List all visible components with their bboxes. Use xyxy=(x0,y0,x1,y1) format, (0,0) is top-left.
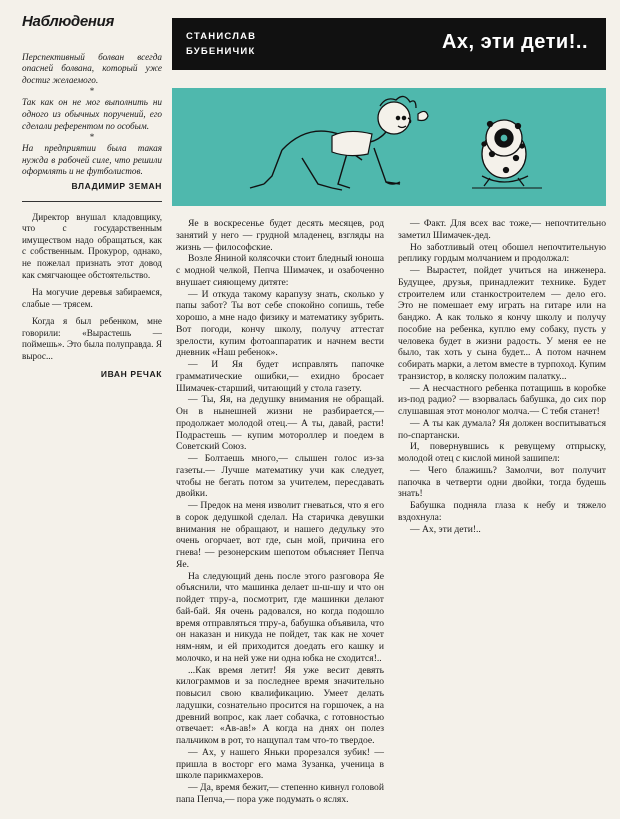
separator: * xyxy=(89,86,95,97)
observation-3: На предприятии была такая нужда в рабочей силе, что решили оформлять и не футболистов. xyxy=(22,143,162,177)
section-title: Наблюдения xyxy=(22,13,115,30)
author-rechak: ИВАН РЕЧАК xyxy=(100,368,162,379)
article-paragraph: — Ты, Яя, на дедушку внимания не обращай. Он в нынешней жизни не разбирается,— продолжает молодой отец.— А ты, давай, расти! Подрастешь — купим мотороллер и поедем в Советский Союз. xyxy=(176,394,384,453)
article-paragraph: На следующий день после этого разговора Яе объяснили, что машинка делает ш-ш-шу и что он пойдет тпру-а, посмотрит, где машинки делают бай-бай. Яя очень радовался, но когда подошло время отправляться тпру-а, бабушка объявила, что он наказан и никуда не пойдет, так как не хочет ням-ням, и ей приходится доедать его кашку и молочко, и на ней уже ни одна юбка не сходится!.. xyxy=(176,570,384,664)
article-paragraph: — Да, время бежит,— степенно кивнул головой папа Пепча,— пора уже подумать о яслях. xyxy=(176,782,384,805)
author-zeman: ВЛАДИМИР ЗЕМАН xyxy=(71,180,162,191)
hand xyxy=(418,111,428,120)
observations-column xyxy=(22,14,162,388)
article-title: Ах, эти дети!.. xyxy=(441,31,588,53)
baby-figure xyxy=(482,120,528,186)
author-first-name: СТАНИСЛАВ xyxy=(186,31,257,42)
man-head xyxy=(378,96,416,134)
observation-2: Так как он не мог выполнить ни одного из обычных поручений, его сделали референтом по особым. xyxy=(22,97,162,131)
aphorism-1: Директор внушал кладовщику, что с государственным имуществом надо обращаться, как с собственным. Прокурор, однако, не пожелал признать этот довод как смягчающее обстоятельство. xyxy=(22,211,162,280)
byline xyxy=(186,29,256,59)
article-paragraph: — И откуда такому карапузу знать, сколько у папы забот? Ты вот себе спокойно сопишь, тебе хорошо, а мне надо физику и математику зубрить. Вот погоди, кончу школу, получу аттестат зрелости, купим фотоаппаратик и начнем вести дневник «Наш ребенок». xyxy=(176,288,384,359)
separator: * xyxy=(89,132,95,143)
article-header xyxy=(172,18,606,70)
article-paragraph: — Ах, у нашего Яньки прорезался зубик! — пришла в восторг его мама Зузанка, ученица в школе парикмахеров. xyxy=(176,746,384,782)
man-torso xyxy=(332,131,372,155)
article-paragraph: — Ах, эти дети!.. xyxy=(410,523,481,535)
article-paragraph: — Вырастет, пойдет учиться на инженера. Будущее, друзья, принадлежит технике. Будет строителем или станкостроителем — дело его. Это не помешает ему играть на гитаре или на банджо. А как только я кончу школу и получу пособие на ребенка, куплю ему собаку, пусть у человека будет в жизни радость. У меня ее не было, так хоть у сына будет... А потом начнем собирать марки, а летом вместе в турпоход. Купим транзистор, в коляску положим палатку... xyxy=(398,265,606,382)
article-paragraph: — Чего блажишь? Замолчи, вот получит папочка в четверти одни двойки, тогда будешь знать! xyxy=(398,464,606,500)
article-paragraph: — Предок на меня изволит гневаться, что я его в сорок дедушкой сделал. На старичка девушки внимания не обращают, и нашего дедульку это очень огорчает, вот где, сын мой, причина его гнева! — резонерским шепотом объясняет Пепча Яе. xyxy=(176,500,384,570)
crawling-man-figure xyxy=(250,122,408,190)
article-paragraph: — Болтаешь много,— слышен голос из-за газеты.— Лучше математику учи как следует, чтобы не бегать потом за учителем, пересдавать двойки. xyxy=(176,453,384,500)
author-last-name: БУБЕНИЧИК xyxy=(186,46,256,57)
article-paragraph: Яе в воскресенье будет десять месяцев, род занятий у него — грудной младенец, взгляды на жизнь — философские. xyxy=(176,218,384,253)
article-paragraph: — А несчастного ребенка потащишь в коробке из-под радио? — взорвалась бабушка, до сих пор слушавшая этот монолог молча.— С тебя станет! xyxy=(398,382,606,417)
aphorism-3: Когда я был ребенком, мне говорили: «Вырастешь — поймешь». Это была полуправда. Я вырос... xyxy=(22,316,162,362)
article-paragraph: ...Как время летит! Яя уже весит девять килограммов и за последнее время значительно повысил свою квалификацию. Умеет делать ладушки, сознательно просится на горшочек, а на древний вопрос, как лает собачка, с готовностью отвечает: «Ав-ав!» А когда на днях он полез пальчиком в рот, то нащупал там что-то твердое. xyxy=(176,664,384,746)
article-paragraph: — Факт. Для всех вас тоже,— непочтительно заметил Шимачек-дед. xyxy=(398,218,606,241)
article-paragraph: — И Яя будет исправлять папочке грамматические ошибки,— ехидно бросает Шимачек-старший, читающий у стола газету. xyxy=(176,359,384,394)
article-body xyxy=(176,218,606,814)
illustration xyxy=(172,88,606,206)
article-paragraph: — А ты как думала? Яя должен воспитываться по-спартански. xyxy=(398,417,606,441)
article-paragraph: Возле Яниной колясочки стоит бледный юноша с модной челкой, Пепча Шимачек, и озабоченно внушает сияющему дитяте: xyxy=(176,253,384,288)
article-paragraph: Бабушка подняла глаза к небу и тяжело вздохнула: xyxy=(398,500,606,523)
illustration-drawing xyxy=(172,88,606,206)
observation-1: Перспективный болван всегда опасней болвана, который уже достиг желаемого. xyxy=(22,51,162,85)
divider xyxy=(22,201,162,202)
article-paragraph: И, повернувшись к ревущему отпрыску, молодой отец с кислой миной зашипел: xyxy=(398,441,606,464)
article-paragraph: Но заботливый отец обошел непочтительную реплику гордым молчанием и продолжал: xyxy=(398,241,606,265)
aphorism-2: На могучие деревья забираемся, слабые — трясем. xyxy=(22,287,162,309)
